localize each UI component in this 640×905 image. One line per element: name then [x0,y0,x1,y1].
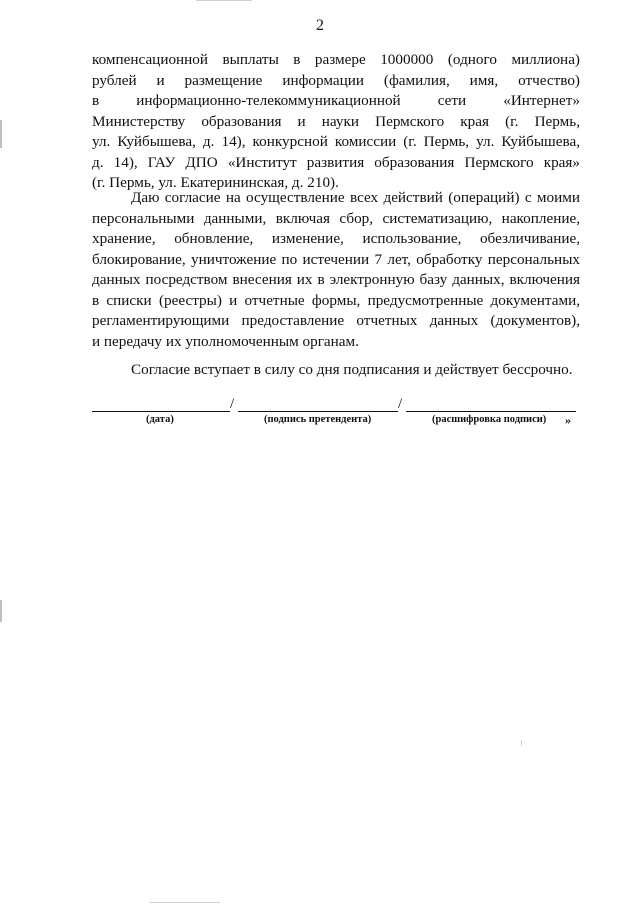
decryption-line [406,411,576,412]
text-line: хранение, обновление, изменение, использование, обезличивание, [92,230,580,247]
signature-caption: (подпись претендента) [264,414,372,425]
text-line: Согласие вступает в силу со дня подписания и действует бессрочно. [131,361,573,378]
text-line: регламентирующими предоставление отчетных данных (документов), [92,312,580,329]
paragraph-consent-publication [92,50,580,194]
text-line: и передачу их уполномоченным органам. [92,332,359,350]
closing-quote: » [565,413,571,427]
scan-mark [521,740,522,746]
text-line: в списки (реестры) и отчетные формы, предусмотренные документами, [92,291,580,309]
text-line: д. 14), ГАУ ДПО «Институт развития образования Пермского края» [92,153,580,171]
text-line: ул. Куйбышева, д. 14), конкурсной комиссии (г. Пермь, ул. Куйбышева, [92,133,580,150]
scan-mark [0,600,2,622]
date-line [92,411,230,412]
page-number: 2 [316,17,324,34]
text-line: в информационно-телекоммуникационной сети «Интернет» [92,92,580,109]
text-line: Министерству образования и науки Пермского края (г. Пермь, [92,112,580,130]
text-line: блокирование, уничтожение по истечении 7 лет, обработку персональных [92,250,580,268]
text-line: Даю согласие на осуществление всех действий (операций) с моими [131,189,580,206]
text-line: рублей и размещение информации (фамилия, имя, отчество) [92,71,580,89]
scan-mark [0,120,2,148]
signature-line [238,411,398,412]
text-line: (г. Пермь, ул. Екатерининская, д. 210). [92,174,339,191]
decryption-caption: (расшифровка подписи) [432,414,547,425]
date-caption: (дата) [146,414,174,425]
scan-mark [196,0,252,1]
text-line: компенсационной выплаты в размере 1000000 (одного миллиона) [92,51,580,68]
text-line: персональными данными, включая сбор, систематизацию, накопление, [92,209,580,227]
separator-slash: / [398,396,403,412]
paragraph-validity [92,360,580,381]
separator-slash: / [230,396,235,412]
paragraph-personal-data-consent [92,188,580,352]
text-line: данных посредством внесения их в электронную базу данных, включения [92,271,580,288]
scan-mark [150,902,220,903]
signature-block [92,396,580,436]
